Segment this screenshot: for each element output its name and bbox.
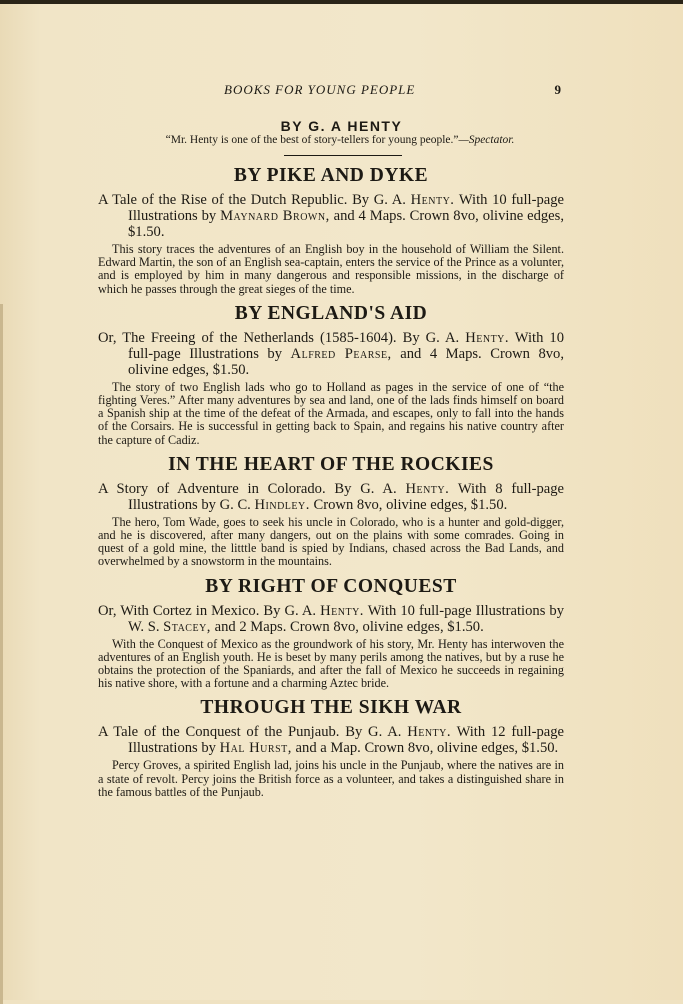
book-summary: The hero, Tom Wade, goes to seek his uncle in Colorado, who is a hunter and gold-digger, and he is discovered, after many dangers, out on the plains with some comrades. Going in quest of a gold mine, the litttle band is spied by Indians, chased across the Bad Lands, and overwhelmed by a snowstorm in the mountains. <box>98 514 564 569</box>
book-title: THROUGH THE SIKH WAR <box>200 697 462 719</box>
description-text: Or, The Freeing of the Netherlands (1585-1604). By G. A. <box>98 329 466 346</box>
running-title: BOOKS FOR YOUNG PEOPLE <box>224 82 416 97</box>
description-text: With 10 full-page Illustrations by <box>128 329 564 362</box>
description-text: Or, With Cortez in Mexico. By G. A. <box>98 602 321 619</box>
description-text: With 10 full-page Illustrations by <box>128 192 564 224</box>
book-entry <box>98 302 564 447</box>
illustrator-name: Hindley. <box>254 496 310 513</box>
description-text: and a Map. Crown 8vo, olivine edges, $1.50. <box>291 740 559 757</box>
book-entry <box>98 164 564 296</box>
author-name: Henty. <box>465 329 510 346</box>
divider-rule <box>284 155 402 156</box>
description-text: and 4 Maps. Crown 8vo, olivine edges, $1.50. <box>128 345 565 378</box>
book-title: BY PIKE AND DYKE <box>233 165 429 186</box>
description-text: and 2 Maps. Crown 8vo, olivine edges, $1.50. <box>210 618 484 635</box>
description-text: A Story of Adventure in Colorado. By G. A. <box>98 480 406 497</box>
book-title: BY RIGHT OF CONQUEST <box>205 575 457 597</box>
description-text: With 8 full-page Illustrations by G. C. <box>128 480 565 513</box>
quote-text: “Mr. Henty is one of the best of story-tellers for young people.” <box>165 134 459 146</box>
book-entry <box>98 696 564 799</box>
quote-source: —Spectator. <box>458 134 515 146</box>
book-description <box>98 192 564 240</box>
author-name: Henty. <box>410 192 455 208</box>
book-summary: With the Conquest of Mexico as the groundwork of his story, Mr. Henty has interwoven the adventures of an English youth. He is beset by many perils among the natives, but by a ruse he obtains the protection of the Spaniards, and after the fall of Mexico he succeeds in regaining his native shore, with a fortune and a charming Aztec bride. <box>98 636 564 691</box>
author-name: Henty. <box>407 724 452 741</box>
author-name: Henty. <box>320 602 364 619</box>
description-text: A Tale of the Rise of the Dutch Republic. By G. A. <box>98 192 411 208</box>
author-quote <box>90 134 590 146</box>
book-summary: This story traces the adventures of an English boy in the household of William the Silent. Edward Martin, the son of an English sea-captain, enters the service of the Prince as a volunter, and is employed by him in many dangerous and responsible missions, in the discharge of which he passes through the great sieges of the time. <box>98 242 564 296</box>
page-number: 9 <box>554 82 562 97</box>
description-text: With 10 full-page Illustrations by W. S. <box>128 602 565 635</box>
description-text: Crown 8vo, olivine edges, $1.50. <box>309 496 508 513</box>
page-edge-shadow <box>0 304 3 1004</box>
book-title: BY ENGLAND'S AID <box>234 302 428 324</box>
book-list <box>98 164 564 805</box>
book-entry <box>98 575 564 691</box>
author-heading: BY G. A HENTY <box>280 118 403 134</box>
illustrator-name: Maynard Brown, <box>220 208 330 224</box>
book-description <box>98 481 564 513</box>
description-text: A Tale of the Conquest of the Punjaub. By G. A. <box>98 724 408 741</box>
illustrator-name: Alfred Pearse, <box>290 345 392 362</box>
book-title: IN THE HEART OF THE ROCKIES <box>168 453 494 475</box>
author-name: Henty. <box>405 480 450 497</box>
illustrator-name: Stacey, <box>163 618 211 635</box>
description-text: With 12 full-page Illustrations by <box>128 724 564 757</box>
description-text: and 4 Maps. Crown 8vo, olivine edges, $1.50. <box>128 208 564 240</box>
book-entry <box>98 453 564 569</box>
book-description <box>98 724 564 756</box>
book-description <box>98 330 564 378</box>
book-summary: The story of two English lads who go to Holland as pages in the service of one of “the fighting Veres.” After many adventures by sea and land, one of the lads finds himself on board a Spanish ship at the time of the defeat of the Armada, and escapes, only to fall into the hands of the Corsairs. He is successful in getting back to Spain, and regains his native country after the capture of Cadiz. <box>98 379 564 447</box>
book-description <box>98 603 564 635</box>
book-summary: Percy Groves, a spirited English lad, joins his uncle in the Punjaub, where the natives are in a state of revolt. Percy joins the British force as a volunteer, and takes a distinguished share in the famous battles of the Punjaub. <box>98 758 564 799</box>
illustrator-name: Hal Hurst, <box>219 740 292 757</box>
